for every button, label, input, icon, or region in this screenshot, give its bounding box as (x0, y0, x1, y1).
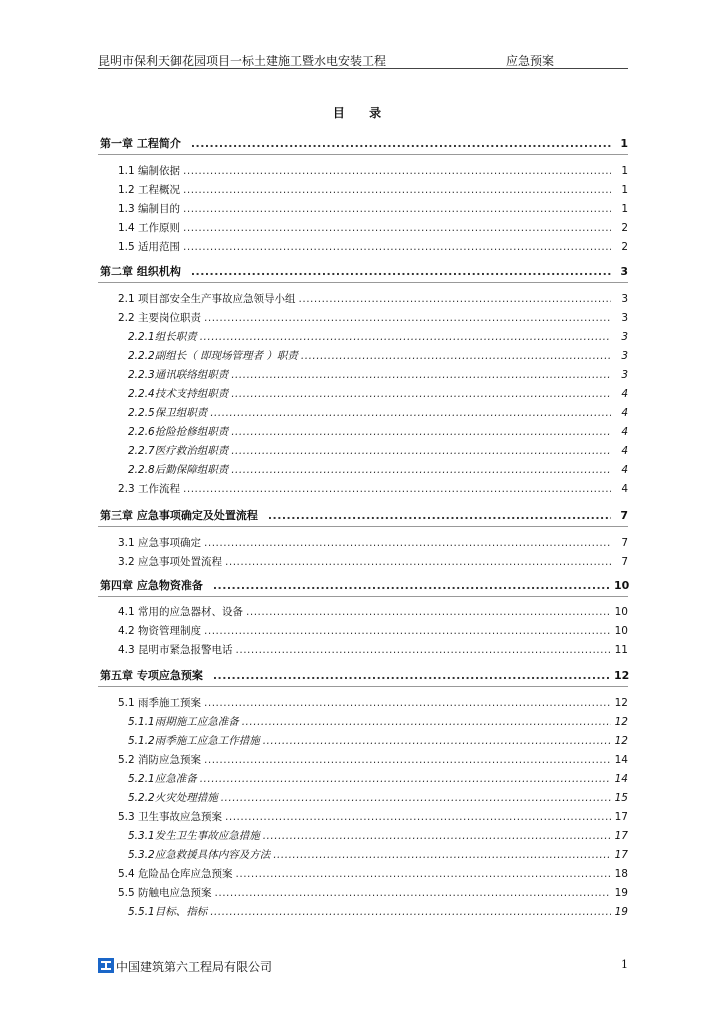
toc-section-entry[interactable] (118, 183, 628, 197)
toc-entry-page: 12 (614, 716, 628, 728)
toc-entry-label: 5.1 雨季施工预案 (118, 697, 202, 709)
toc-section-entry[interactable] (118, 867, 628, 881)
toc-chapter-entry[interactable] (100, 137, 628, 151)
toc-entry-label: 5.1.1雨期施工应急准备 (128, 716, 239, 728)
toc-leader-dots (183, 164, 611, 178)
toc-entry-label: 第五章 专项应急预案 (100, 669, 203, 682)
toc-entry-page: 3 (621, 350, 628, 362)
toc-chapter-entry[interactable] (100, 669, 628, 683)
toc-entry-page: 1 (621, 203, 628, 215)
toc-leader-dots (231, 463, 611, 477)
toc-leader-dots (242, 715, 611, 729)
toc-leader-dots (183, 221, 611, 235)
toc-entry-page: 10 (614, 606, 628, 618)
toc-leader-dots (225, 555, 611, 569)
toc-leader-dots (200, 330, 611, 344)
toc-entry-label: 1.2 工程概况 (118, 184, 181, 196)
toc-entry-label: 第二章 组织机构 (100, 265, 181, 278)
toc-subsection-entry[interactable] (128, 368, 628, 382)
toc-leader-dots (191, 137, 611, 151)
project-title: 昆明市保利天御花园项目一标土建施工暨水电安装工程 (98, 54, 387, 68)
page-footer (98, 958, 628, 974)
toc-section-entry[interactable] (118, 311, 628, 325)
toc-subsection-entry[interactable] (128, 905, 628, 919)
toc-subsection-entry[interactable] (128, 772, 628, 786)
toc-entry-label: 2.3 工作流程 (118, 483, 181, 495)
toc-entry-label: 5.3.1发生卫生事故应急措施 (128, 830, 260, 842)
toc-section-entry[interactable] (118, 696, 628, 710)
toc-entry-page: 17 (614, 849, 628, 861)
chapter-separator (98, 526, 628, 527)
toc-entry-label: 5.2.1应急准备 (128, 773, 197, 785)
toc-entry-label: 1.1 编制依据 (118, 165, 181, 177)
toc-leader-dots (183, 183, 611, 197)
toc-subsection-entry[interactable] (128, 715, 628, 729)
toc-entry-label: 1.4 工作原则 (118, 222, 181, 234)
toc-leader-dots (225, 810, 611, 824)
toc-subsection-entry[interactable] (128, 406, 628, 420)
toc-leader-dots (299, 292, 611, 306)
chapter-separator (98, 686, 628, 687)
toc-section-entry[interactable] (118, 221, 628, 235)
toc-entry-label: 4.2 物资管理制度 (118, 625, 202, 637)
toc-entry-label: 2.2.8后勤保障组职责 (128, 464, 229, 476)
toc-leader-dots (200, 772, 611, 786)
toc-entry-label: 3.1 应急事项确定 (118, 537, 202, 549)
toc-leader-dots (268, 509, 611, 523)
toc-section-entry[interactable] (118, 810, 628, 824)
toc-chapter-entry[interactable] (100, 579, 628, 593)
toc-entry-page: 4 (621, 445, 628, 457)
toc-leader-dots (210, 905, 611, 919)
toc-section-entry[interactable] (118, 555, 628, 569)
toc-leader-dots (183, 202, 611, 216)
toc-entry-label: 1.5 适用范围 (118, 241, 181, 253)
toc-entry-page: 3 (621, 312, 628, 324)
toc-subsection-entry[interactable] (128, 387, 628, 401)
toc-leader-dots (263, 829, 611, 843)
toc-entry-page: 4 (621, 426, 628, 438)
toc-entry-page: 2 (621, 222, 628, 234)
toc-section-entry[interactable] (118, 164, 628, 178)
toc-section-entry[interactable] (118, 292, 628, 306)
toc-entry-page: 1 (621, 184, 628, 196)
toc-entry-label: 2.2.6抢险抢修组职责 (128, 426, 229, 438)
toc-entry-page: 17 (614, 830, 628, 842)
toc-leader-dots (273, 848, 611, 862)
page-header (98, 52, 628, 69)
toc-entry-label: 5.5.1目标、指标 (128, 906, 208, 918)
toc-entry-page: 4 (621, 388, 628, 400)
toc-entry-page: 4 (621, 407, 628, 419)
toc-leader-dots (231, 444, 611, 458)
toc-leader-dots (221, 791, 611, 805)
toc-section-entry[interactable] (118, 643, 628, 657)
toc-entry-label: 2.2.5保卫组职责 (128, 407, 208, 419)
toc-subsection-entry[interactable] (128, 425, 628, 439)
toc-leader-dots (183, 482, 611, 496)
toc-section-entry[interactable] (118, 624, 628, 638)
toc-entry-page: 10 (614, 579, 630, 592)
toc-subsection-entry[interactable] (128, 848, 628, 862)
toc-entry-label: 第三章 应急事项确定及处置流程 (100, 509, 258, 522)
toc-entry-label: 第四章 应急物资准备 (100, 579, 203, 592)
toc-entry-page: 12 (614, 735, 628, 747)
toc-entry-page: 19 (614, 887, 628, 899)
toc-leader-dots (215, 886, 611, 900)
toc-section-entry[interactable] (118, 240, 628, 254)
toc-section-entry[interactable] (118, 886, 628, 900)
toc-subsection-entry[interactable] (128, 444, 628, 458)
toc-leader-dots (204, 311, 611, 325)
toc-subsection-entry[interactable] (128, 463, 628, 477)
toc-entry-page: 10 (614, 625, 628, 637)
toc-entry-label: 5.4 危险品仓库应急预案 (118, 868, 233, 880)
toc-entry-page: 11 (614, 644, 628, 656)
chapter-separator (98, 154, 628, 155)
toc-entry-label: 2.2.1组长职责 (128, 331, 197, 343)
toc-entry-page: 4 (621, 464, 628, 476)
toc-entry-label: 3.2 应急事项处置流程 (118, 556, 223, 568)
toc-entry-label: 4.1 常用的应急器材、设备 (118, 606, 244, 618)
toc-entry-label: 5.3 卫生事故应急预案 (118, 811, 223, 823)
toc-leader-dots (210, 406, 611, 420)
toc-entry-label: 5.2.2火灾处理措施 (128, 792, 218, 804)
toc-subsection-entry[interactable] (128, 330, 628, 344)
chapter-separator (98, 596, 628, 597)
toc-leader-dots (231, 387, 611, 401)
toc-section-entry[interactable] (118, 482, 628, 496)
toc-entry-page: 2 (621, 241, 628, 253)
toc-leader-dots (263, 734, 611, 748)
toc-leader-dots (204, 696, 611, 710)
toc-leader-dots (231, 368, 611, 382)
toc-leader-dots (204, 536, 611, 550)
toc-entry-page: 3 (621, 369, 628, 381)
toc-entry-page: 19 (614, 906, 628, 918)
toc-chapter-entry[interactable] (100, 509, 628, 523)
company-name: 中国建筑第六工程局有限公司 (116, 960, 273, 974)
toc-subsection-entry[interactable] (128, 349, 628, 363)
toc-entry-page: 3 (621, 331, 628, 343)
toc-leader-dots (213, 579, 611, 593)
toc-entry-page: 3 (620, 265, 628, 278)
toc-heading: 目 录 (332, 106, 392, 120)
toc-chapter-entry[interactable] (100, 265, 628, 279)
toc-entry-label: 2.2.2副组长（ 即现场管理者 ）职责 (128, 350, 298, 362)
toc-section-entry[interactable] (118, 202, 628, 216)
toc-entry-page: 14 (614, 773, 628, 785)
company-logo-icon (98, 958, 114, 973)
page-number: 1 (621, 958, 628, 971)
toc-entry-page: 12 (614, 697, 628, 709)
toc-entry-label: 1.3 编制目的 (118, 203, 181, 215)
toc-entry-label: 5.2 消防应急预案 (118, 754, 202, 766)
toc-entry-page: 15 (614, 792, 628, 804)
chapter-separator (98, 282, 628, 283)
toc-entry-page: 7 (621, 556, 628, 568)
toc-leader-dots (231, 425, 611, 439)
toc-leader-dots (183, 240, 611, 254)
toc-entry-label: 5.1.2雨季施工应急工作措施 (128, 735, 260, 747)
toc-subsection-entry[interactable] (128, 791, 628, 805)
toc-subsection-entry[interactable] (128, 734, 628, 748)
toc-entry-page: 12 (614, 669, 630, 682)
toc-entry-label: 2.2 主要岗位职责 (118, 312, 202, 324)
toc-entry-page: 1 (620, 137, 628, 150)
toc-entry-label: 2.1 项目部安全生产事故应急领导小组 (118, 293, 296, 305)
toc-entry-page: 7 (621, 537, 628, 549)
toc-entry-page: 14 (614, 754, 628, 766)
toc-leader-dots (236, 643, 611, 657)
toc-section-entry[interactable] (118, 753, 628, 767)
toc-entry-label: 5.5 防触电应急预案 (118, 887, 212, 899)
toc-entry-page: 4 (621, 483, 628, 495)
toc-entry-page: 18 (614, 868, 628, 880)
toc-leader-dots (213, 669, 611, 683)
toc-entry-label: 2.2.7医疗救治组职责 (128, 445, 229, 457)
toc-entry-page: 1 (621, 165, 628, 177)
toc-entry-page: 17 (614, 811, 628, 823)
toc-leader-dots (204, 624, 611, 638)
toc-subsection-entry[interactable] (128, 829, 628, 843)
toc-entry-label: 第一章 工程简介 (100, 137, 181, 150)
toc-leader-dots (191, 265, 611, 279)
toc-entry-label: 5.3.2应急救援具体内容及方法 (128, 849, 271, 861)
toc-section-entry[interactable] (118, 536, 628, 550)
toc-entry-page: 7 (620, 509, 628, 522)
toc-entry-label: 4.3 昆明市紧急报警电话 (118, 644, 233, 656)
toc-entry-label: 2.2.4技术支持组职责 (128, 388, 229, 400)
toc-leader-dots (301, 349, 611, 363)
document-type: 应急预案 (506, 54, 555, 68)
toc-leader-dots (204, 753, 611, 767)
toc-section-entry[interactable] (118, 605, 628, 619)
toc-entry-label: 2.2.3通讯联络组职责 (128, 369, 229, 381)
toc-leader-dots (236, 867, 611, 881)
toc-entry-page: 3 (621, 293, 628, 305)
toc-leader-dots (246, 605, 611, 619)
